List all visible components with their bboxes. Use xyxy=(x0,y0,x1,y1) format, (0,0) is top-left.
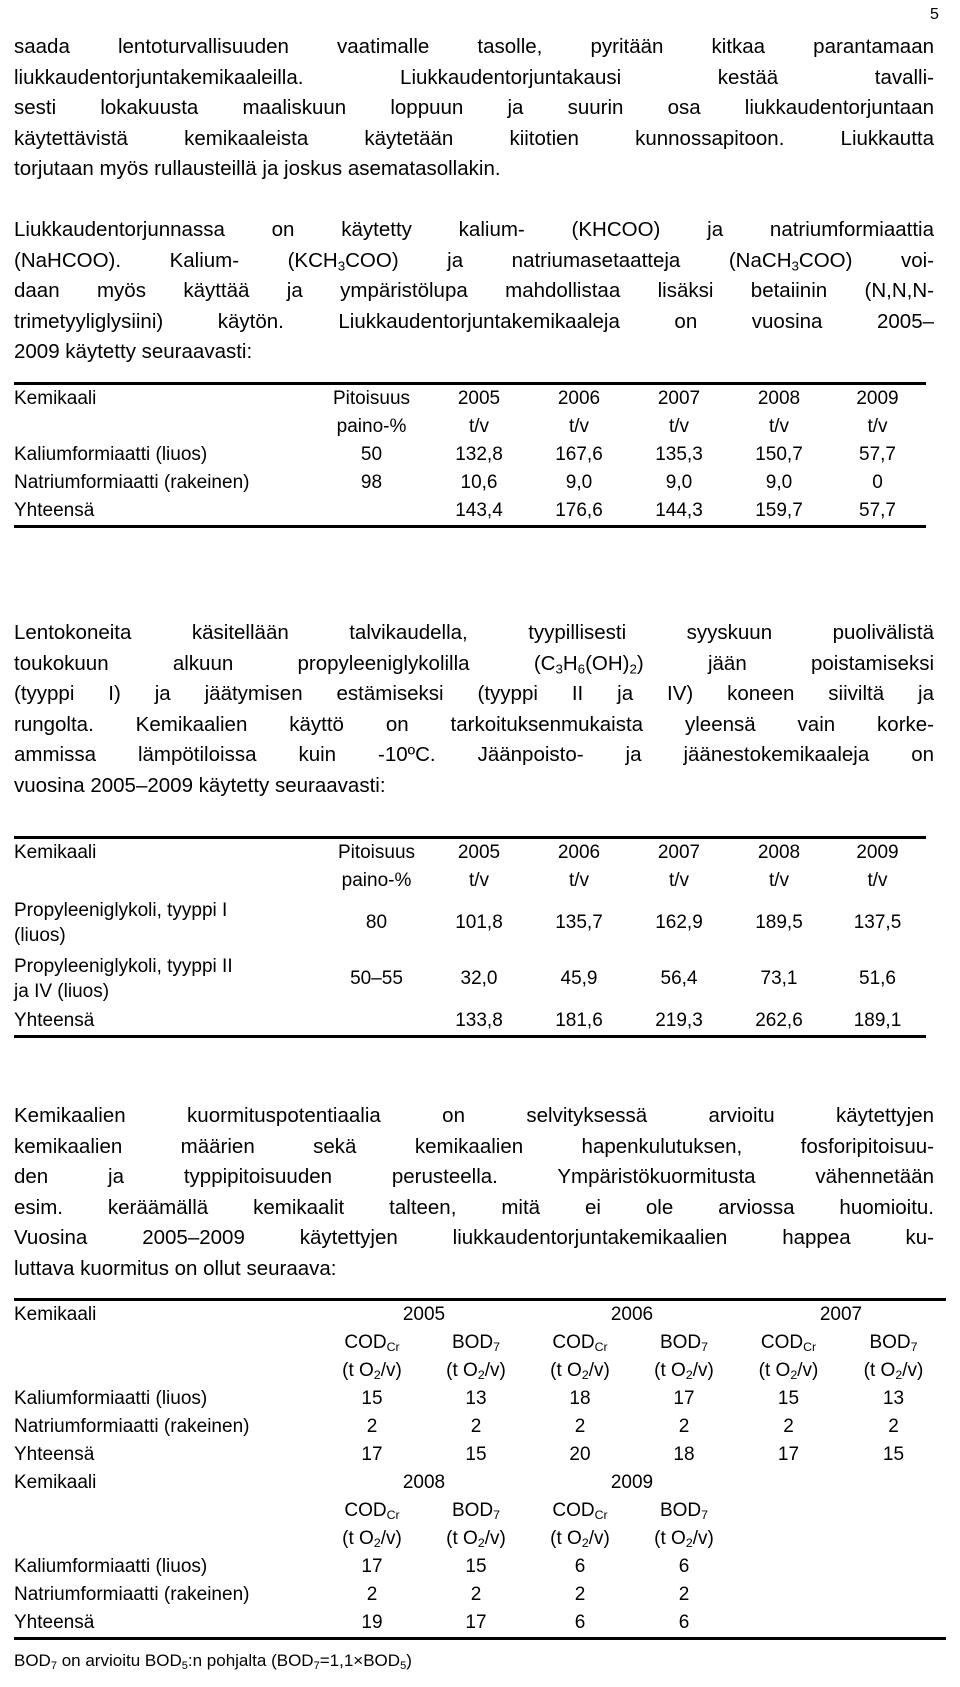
table-total-row: Yhteensä 19 17 6 6 xyxy=(14,1609,946,1639)
text-line: saada lentoturvallisuuden vaatimalle tasolle, pyritään kitkaa parantamaan xyxy=(14,35,934,58)
text-line: Lentokoneita käsitellään talvikaudella, tyypillisesti syyskuun puolivälistä xyxy=(14,621,934,644)
text-line: (tyyppi I) ja jäätymisen estämiseksi (tyyppi II ja IV) koneen siiviltä ja xyxy=(14,682,934,705)
table-row: Kaliumformiaatti (liuos) 15 13 18 17 15 13 xyxy=(14,1388,905,1409)
table-header-row: Kemikaali Pitoisuus 2005 2006 2007 2008 2009 xyxy=(14,384,926,414)
table-param-row: $COD_{Cr}$ $BOD_7$ $COD_{Cr}$ $BOD_7$ xyxy=(344,1500,709,1523)
text-line: Liukkaudentorjunnassa on käytetty kalium- (KHCOO) ja natriumformiaattia xyxy=(14,218,934,241)
table-row: Propyleeniglykoli, tyyppi II ja IV (liuos) 50–55 32,0 45,9 56,4 73,1 51,6 xyxy=(14,956,896,1002)
table-unit-row: (t $O_2/v$) (t $O_2/v$) (t $O_2/v$) (t $O_2/v$) xyxy=(342,1528,714,1551)
table-anti-icing-usage xyxy=(14,382,926,528)
table-header-row: Kemikaali Pitoisuus 2005 2006 2007 2008 2009 xyxy=(14,838,926,868)
table-row: Natriumformiaatti (rakeinen) 2 2 2 2 xyxy=(14,1584,690,1605)
page-number: 5 xyxy=(930,6,939,23)
text-line: liukkaudentorjuntakemikaaleilla. Liukkaudentorjuntakausi kestää tavalli- xyxy=(14,65,934,89)
text-line: daan myös käyttää ja ympäristölupa mahdollistaa lisäksi betaiinin (N,N,N- xyxy=(14,279,934,302)
table-param-row: $COD_{Cr}$ $BOD_7$ $COD_{Cr}$ $BOD_7$ $COD_{Cr}$ $BOD_7$ xyxy=(344,1332,918,1355)
text-line: käytettävistä kemikaaleista käytetään kiitotien kunnossapitoon. Liukkautta xyxy=(14,126,934,150)
table-total-row: Yhteensä 143,4 176,6 144,3 159,7 57,7 xyxy=(14,497,926,527)
paragraph-load xyxy=(14,1101,934,1284)
table-row: Kaliumformiaatti (liuos) 50 132,8 167,6 135,3 150,7 57,7 xyxy=(14,444,896,465)
text-line: vuosina 2005–2009 käytetty seuraavasti: xyxy=(14,773,386,797)
text-line: Kemikaalien kuormituspotentiaalia on selvityksessä arvioitu käytettyjen xyxy=(14,1104,934,1127)
text-line: ammissa lämpötiloissa kuin -10ºC. Jäänpoisto- ja jäänestokemikaaleja on xyxy=(14,743,934,766)
text-line: torjutaan myös rullausteillä ja joskus asematasollakin. xyxy=(14,157,501,180)
table-row: Propyleeniglykoli, tyyppi I (liuos) 80 101,8 135,7 162,9 189,5 137,5 xyxy=(14,900,902,946)
text-line: toukokuun alkuun propyleeniglykolilla $(C_3H_6(OH)_2)$ jään poistamiseksi xyxy=(14,651,935,676)
table-row: Kaliumformiaatti (liuos) 17 15 6 6 xyxy=(14,1556,690,1577)
text-line: 2009 käytetty seuraavasti: xyxy=(14,340,253,363)
table-header-row: Kemikaali 2008 2009 xyxy=(14,1472,654,1493)
table-unit-row: paino-% t/v t/v t/v t/v t/v xyxy=(341,870,888,891)
table-oxygen-load xyxy=(14,1298,946,1640)
table-deicing-usage xyxy=(14,836,926,1038)
table-row: Natriumformiaatti (rakeinen) 98 10,6 9,0 9,0 9,0 0 xyxy=(14,472,883,493)
paragraph-chemicals xyxy=(14,215,934,368)
text-line: trimetyyliglysiini) käytön. Liukkaudentorjuntakemikaaleja on vuosina 2005– xyxy=(14,309,934,333)
text-line: den ja typpipitoisuuden perusteella. Ympäristökuormitusta vähennetään xyxy=(14,1165,934,1188)
text-line: esim. keräämällä kemikaalit talteen, mitä ei ole arviossa huomioitu. xyxy=(14,1195,934,1219)
table-total-row: Yhteensä 133,8 181,6 219,3 262,6 189,1 xyxy=(14,1007,926,1037)
table-row: Natriumformiaatti (rakeinen) 2 2 2 2 2 2 xyxy=(14,1416,899,1437)
table-unit-row: paino-% t/v t/v t/v t/v t/v xyxy=(336,416,888,437)
table-header-row: Kemikaali 2005 2006 2007 xyxy=(14,1300,946,1330)
text-line: luttava kuormitus on ollut seuraava: xyxy=(14,1256,337,1280)
paragraph-intro xyxy=(14,32,934,185)
paragraph-deicing xyxy=(14,618,934,801)
text-line: (NaHCOO). Kalium- $(KCH_3COO)$ ja natriumasetaatteja (NaCH$_3$COO) voi- xyxy=(14,248,934,273)
text-line: sesti lokakuusta maaliskuun loppuun ja suurin osa liukkaudentorjuntaan xyxy=(14,96,934,119)
table-unit-row: (t $O_2/v$) (t $O_2/v$) (t $O_2/v$) (t $O_2/v$) (t $O_2/v$) (t $O_2/v$) xyxy=(342,1360,924,1383)
table-footnote: $BOD_7$ on arvioitu $BOD_5:n$ pohjalta $(BOD_7=1,1\times BOD_5)$ xyxy=(14,1651,412,1672)
table-total-row: Yhteensä 17 15 20 18 17 15 xyxy=(14,1444,905,1465)
text-line: Vuosina 2005–2009 käytettyjen liukkaudentorjuntakemikaalien happea ku- xyxy=(14,1226,934,1249)
text-line: rungolta. Kemikaalien käyttö on tarkoituksenmukaista yleensä vain korke- xyxy=(14,712,934,736)
text-line: kemikaalien määrien sekä kemikaalien hapenkulutuksen, fosforipitoisuu- xyxy=(14,1134,934,1158)
